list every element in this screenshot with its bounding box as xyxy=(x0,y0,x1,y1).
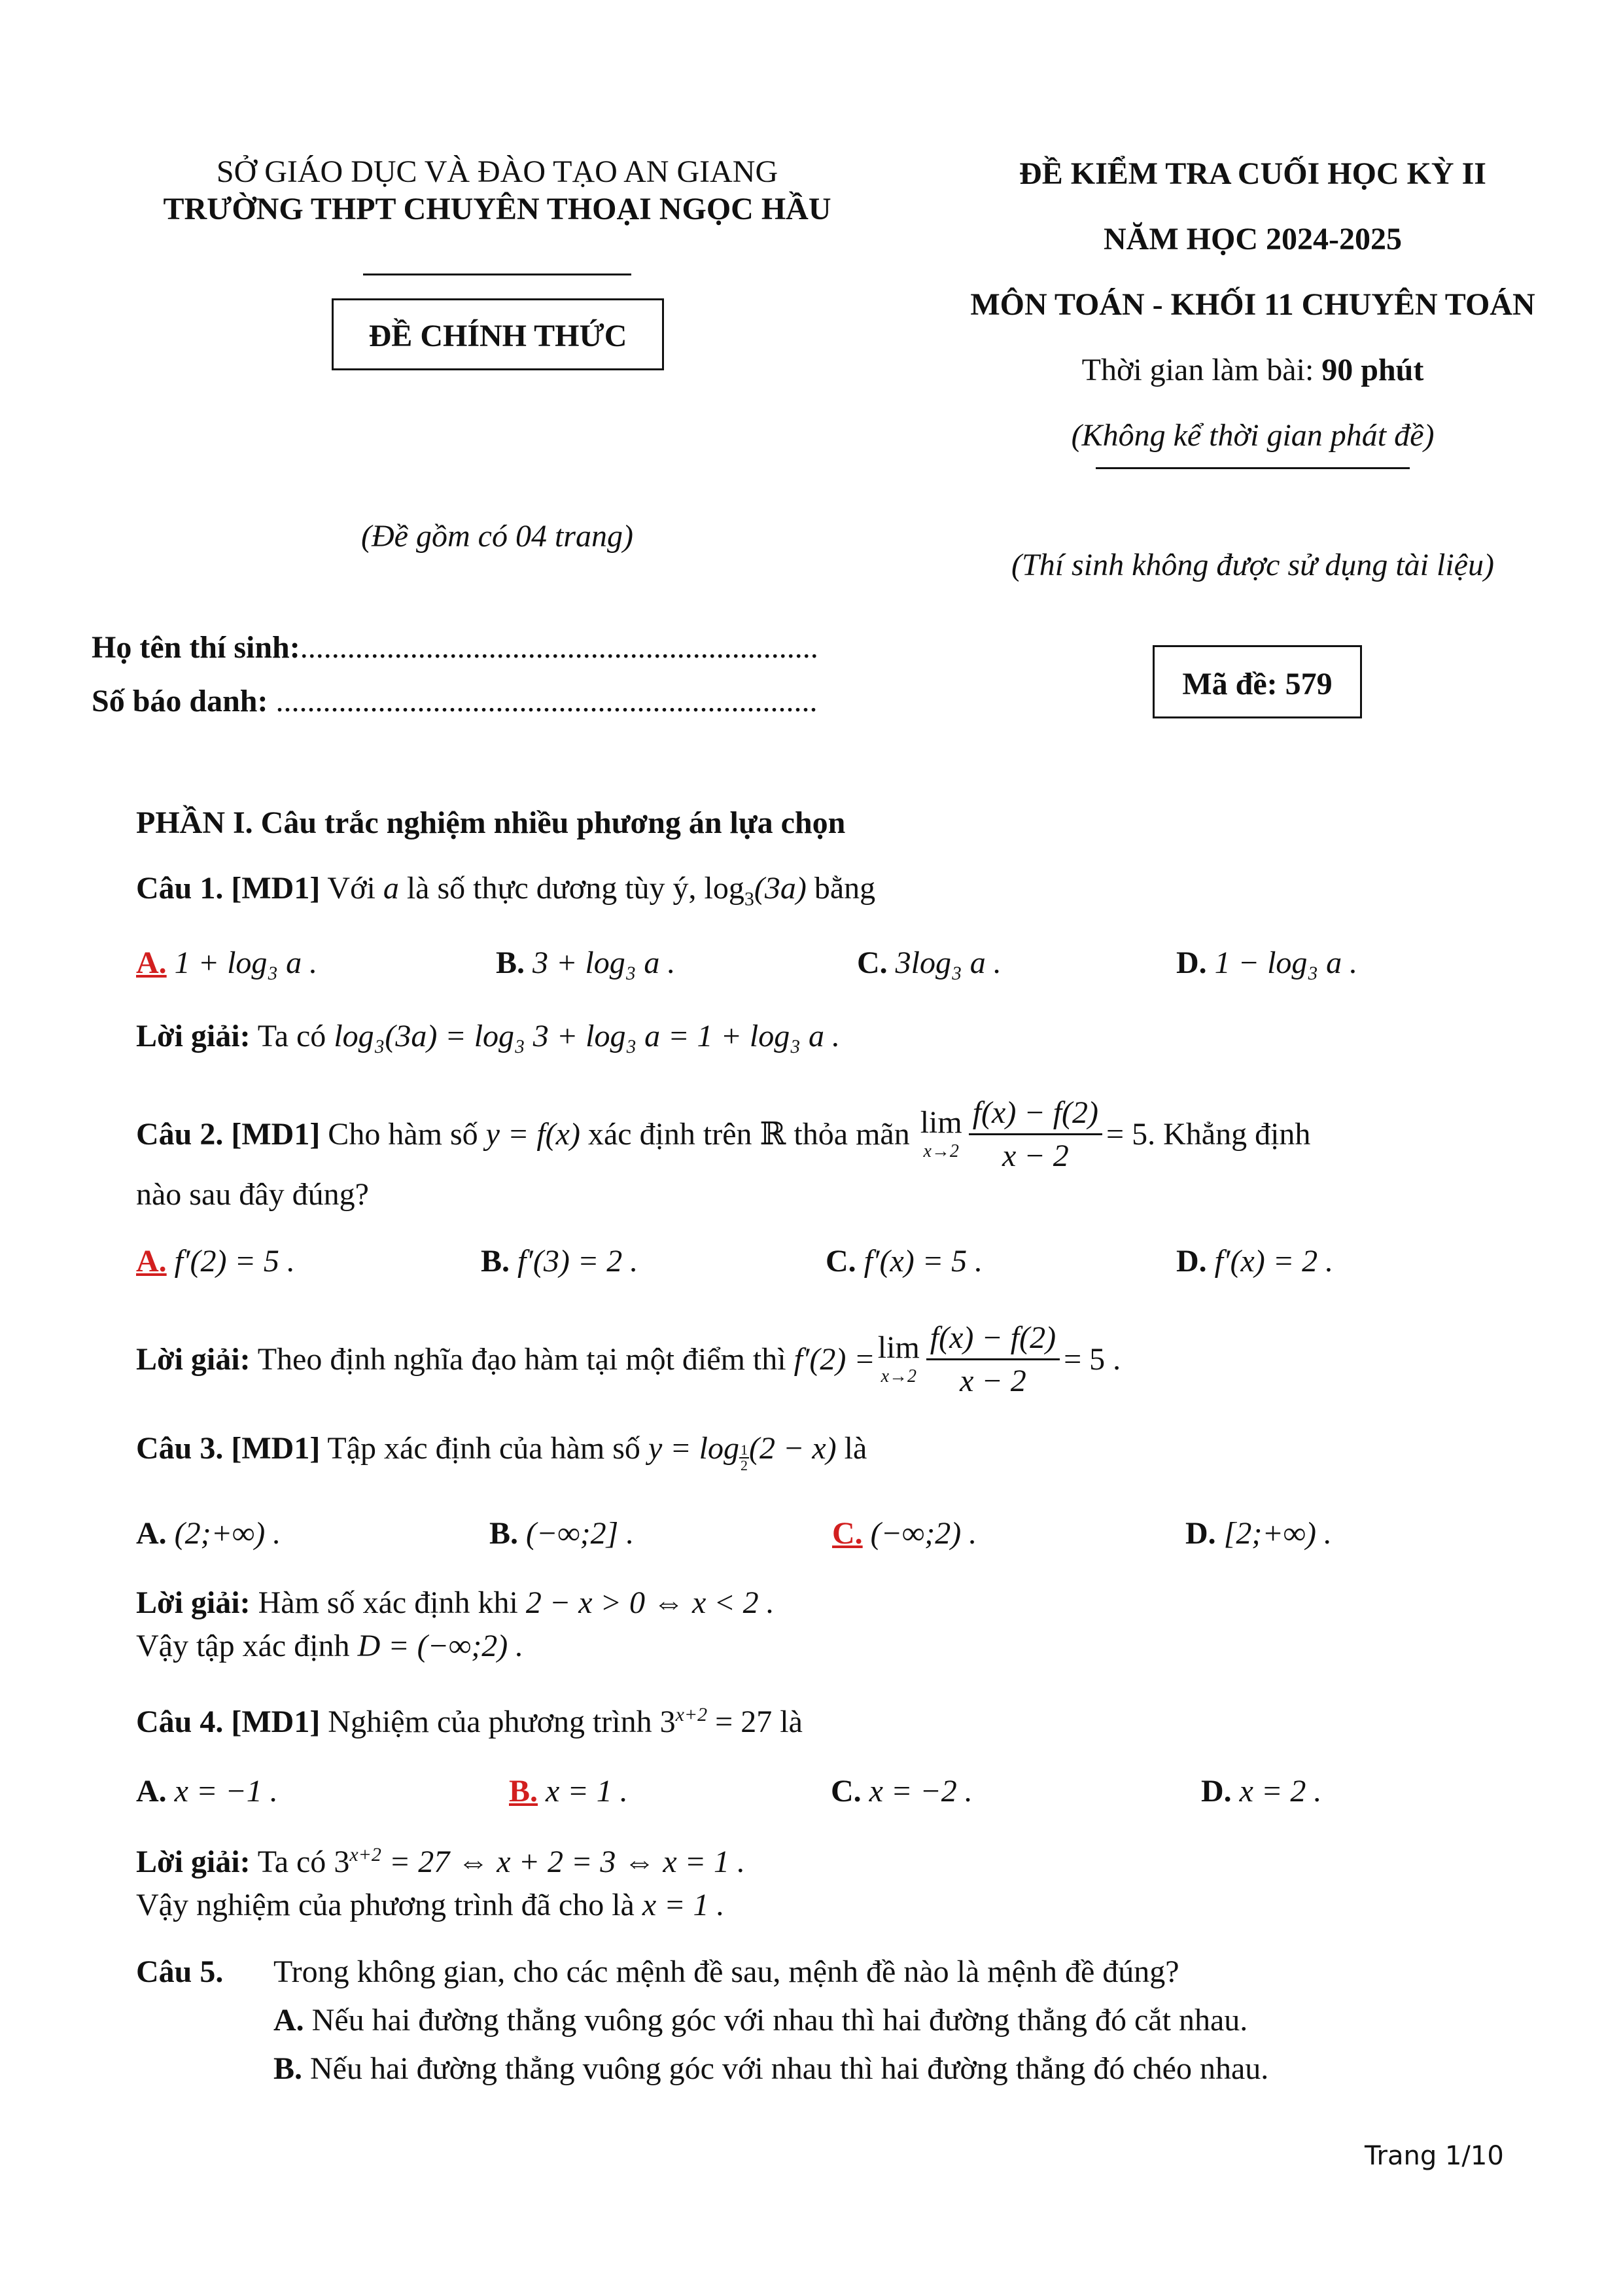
q3-option-c-val: (−∞;2) . xyxy=(870,1516,977,1551)
q4-option-c-key: C. xyxy=(831,1774,862,1809)
official-label: ĐỀ CHÍNH THỨC xyxy=(368,319,627,353)
q2-option-a-val: f′(2) = 5 . xyxy=(174,1244,295,1279)
q3-option-b[interactable] xyxy=(489,1515,634,1551)
q5-label-text: Câu 5. xyxy=(136,1954,224,1989)
q2-lim-word: lim xyxy=(920,1105,962,1140)
q4-solution-line2-text: Vậy nghiệm của phương trình đã cho là xyxy=(136,1888,642,1922)
q1-option-a-key: A. xyxy=(136,945,167,980)
q1-option-b[interactable] xyxy=(496,945,675,981)
q2-real-set: ℝ xyxy=(759,1117,786,1152)
q2-option-d-val: f′(x) = 2 . xyxy=(1214,1244,1334,1279)
exam-time-label: Thời gian làm bài: xyxy=(1081,353,1322,387)
q1-label: Câu 1. [MD1] xyxy=(136,871,321,906)
q3-solution-text: Hàm số xác định khi xyxy=(250,1585,526,1620)
q4-exp: x+2 xyxy=(675,1704,708,1725)
q4-option-d-val: x = 2 . xyxy=(1239,1774,1322,1809)
exam-code: Mã đề: 579 xyxy=(1182,667,1333,701)
material-note: (Thí sinh không được sử dụng tài liệu) xyxy=(1011,548,1494,582)
q3-text-a: Tập xác định của hàm số xyxy=(320,1431,648,1466)
q5-option-b-val: Nếu hai đường thẳng vuông góc với nhau thì hai đường thẳng đó chéo nhau. xyxy=(302,2051,1269,2086)
q4-text-a: Nghiệm của phương trình xyxy=(320,1704,660,1739)
q1-option-d[interactable] xyxy=(1176,945,1357,981)
q4-text-b: là xyxy=(772,1704,803,1739)
q2-eq: = 5 xyxy=(1106,1116,1148,1152)
q2-option-c-val: f′(x) = 5 . xyxy=(864,1244,983,1279)
q3-solution-line2-expr: D = (−∞;2) . xyxy=(357,1629,524,1663)
q3-option-c[interactable] xyxy=(832,1515,977,1551)
q3-arg: (2 − x) xyxy=(748,1431,837,1466)
q5-option-a-val: Nếu hai đường thẳng vuông góc với nhau thì hai đường thẳng đó cắt nhau. xyxy=(304,2003,1248,2038)
school-name: TRƯỜNG THPT CHUYÊN THOẠI NGỌC HẦU xyxy=(163,192,831,226)
q4-option-c-val: x = −2 . xyxy=(869,1774,973,1809)
q3-option-a-key: A. xyxy=(136,1516,167,1551)
q4-option-d-key: D. xyxy=(1201,1774,1232,1809)
q2-solution-text: Theo định nghĩa đạo hàm tại một điểm thì xyxy=(250,1341,794,1377)
q3-option-a[interactable] xyxy=(136,1515,281,1551)
q2-option-d-key: D. xyxy=(1176,1244,1207,1279)
q1-arg: (3a) xyxy=(754,871,807,906)
q5-option-a-key: A. xyxy=(273,2003,304,2038)
q2-option-c-key: C. xyxy=(826,1244,856,1279)
q1-option-c-val: 3log₃ a . xyxy=(895,945,1002,980)
q3-option-b-key: B. xyxy=(489,1516,519,1551)
student-name-label: Họ tên thí sinh: xyxy=(92,630,300,665)
q4-solution-line2 xyxy=(136,1887,725,1923)
q2-solution-fraction xyxy=(926,1320,1060,1399)
q3-option-c-key: C. xyxy=(832,1516,863,1551)
q3-option-d-val: [2;+∞) . xyxy=(1223,1516,1332,1551)
q1-option-b-val: 3 + log₃ a . xyxy=(532,945,676,980)
q1-stem xyxy=(136,870,875,911)
exam-time xyxy=(903,352,1603,388)
q2-solution-eq: = 5 . xyxy=(1064,1341,1121,1377)
q3-base-den: 2 xyxy=(740,1457,748,1474)
q1-var: a xyxy=(383,871,399,906)
q2-solution-limit xyxy=(878,1332,920,1386)
q4-solution-base: 3 xyxy=(334,1845,350,1879)
q3-text-b: là xyxy=(836,1431,867,1466)
q2-solution-lim-under: x→2 xyxy=(881,1366,916,1386)
q1-option-d-val: 1 − log₃ a . xyxy=(1214,945,1358,980)
q2-solution-lhs: f′(2) = xyxy=(794,1341,875,1377)
q2-stem xyxy=(136,1091,1310,1176)
q4-option-a-key: A. xyxy=(136,1774,167,1809)
q2-option-b[interactable] xyxy=(481,1243,638,1279)
q3-base-num: 1 xyxy=(740,1441,748,1458)
q2-solution-numerator: f(x) − f(2) xyxy=(926,1320,1060,1360)
q4-option-a-val: x = −1 . xyxy=(174,1774,278,1809)
student-name-dots: .................................................................. xyxy=(300,630,818,665)
q3-solution xyxy=(136,1585,775,1621)
q2-option-b-key: B. xyxy=(481,1244,510,1279)
q3-option-a-val: (2;+∞) . xyxy=(174,1516,281,1551)
q3-stem xyxy=(136,1430,867,1473)
q2-solution xyxy=(136,1316,1121,1402)
q4-option-c[interactable] xyxy=(831,1773,973,1809)
q2-solution-denominator: x − 2 xyxy=(960,1363,1026,1398)
q3-solution-expr: 2 − x > 0 ⇔ x < 2 . xyxy=(525,1585,775,1620)
q2-fraction xyxy=(969,1095,1102,1174)
q5-option-b-key: B. xyxy=(273,2051,303,2086)
q1-solution-label: Lời giải: xyxy=(136,1019,251,1053)
header-divider-right xyxy=(1096,467,1410,469)
q4-rhs: = 27 xyxy=(707,1704,773,1739)
q1-solution-text: Ta có xyxy=(250,1019,334,1053)
q4-option-b-val: x = 1 . xyxy=(546,1774,628,1809)
q5-option-a[interactable] xyxy=(273,2002,1248,2038)
q2-option-a-key: A. xyxy=(136,1244,167,1279)
q4-option-b[interactable] xyxy=(509,1773,628,1809)
q1-option-b-key: B. xyxy=(496,945,525,980)
q2-stem-line2: nào sau đây đúng? xyxy=(136,1177,369,1212)
q2-denominator: x − 2 xyxy=(1002,1138,1069,1173)
q4-solution xyxy=(136,1844,745,1880)
q4-base: 3 xyxy=(659,1704,676,1739)
q1-text-b: là số thực dương tùy ý, xyxy=(398,871,705,906)
q1-expr: log xyxy=(704,871,744,906)
q4-solution-text: Ta có xyxy=(250,1845,334,1879)
q3-option-d-key: D. xyxy=(1185,1516,1216,1551)
q2-text-d: . Khẳng định xyxy=(1147,1116,1311,1152)
school-department: SỞ GIÁO DỤC VÀ ĐÀO TẠO AN GIANG xyxy=(216,154,778,189)
q5-option-b[interactable] xyxy=(273,2051,1268,2087)
q2-option-c[interactable] xyxy=(826,1243,983,1279)
q3-label: Câu 3. [MD1] xyxy=(136,1431,321,1466)
q3-option-d[interactable] xyxy=(1185,1515,1332,1551)
exam-title: ĐỀ KIỂM TRA CUỐI HỌC KỲ II xyxy=(1019,156,1486,191)
q4-label: Câu 4. [MD1] xyxy=(136,1704,321,1739)
q2-limit xyxy=(920,1107,962,1161)
school-year: NĂM HỌC 2024-2025 xyxy=(1104,222,1402,256)
q1-option-d-key: D. xyxy=(1176,945,1207,980)
q4-solution-exp: x+2 xyxy=(349,1844,381,1865)
q1-option-c[interactable] xyxy=(857,945,1002,981)
q3-solution-line2-text: Vậy tập xác định xyxy=(136,1629,358,1663)
q2-option-b-val: f′(3) = 2 . xyxy=(517,1244,638,1279)
q1-text-c: bằng xyxy=(806,871,876,906)
q2-text-a: Cho hàm số xyxy=(320,1116,486,1152)
q3-expr: y = log xyxy=(648,1431,739,1466)
q2-lim-under: x→2 xyxy=(923,1141,959,1161)
q2-text-b: xác định trên xyxy=(580,1116,760,1152)
student-id-label: Số báo danh: xyxy=(92,684,276,718)
page-number: Trang 1/10 xyxy=(1365,2141,1504,2171)
q4-solution-line2-expr: x = 1 . xyxy=(642,1888,725,1922)
q2-text-c: thỏa mãn xyxy=(786,1116,918,1152)
q3-solution-label: Lời giải: xyxy=(136,1585,251,1620)
header-divider-left xyxy=(363,274,631,275)
q2-func: y = f(x) xyxy=(485,1116,580,1152)
q2-numerator: f(x) − f(2) xyxy=(969,1095,1102,1135)
q1-option-c-key: C. xyxy=(857,945,888,980)
q1-option-a-val: 1 + log₃ a . xyxy=(174,945,318,980)
q4-option-d[interactable] xyxy=(1201,1773,1321,1809)
q2-label: Câu 2. [MD1] xyxy=(136,1116,321,1152)
time-note: (Không kể thời gian phát đề) xyxy=(1071,418,1435,453)
part1-title: PHẦN I. Câu trắc nghiệm nhiều phương án lựa chọn xyxy=(136,805,846,840)
q4-stem xyxy=(136,1704,803,1740)
q5-label xyxy=(136,1954,223,1990)
q1-sub: 3 xyxy=(744,888,754,910)
pages-note: (Đề gồm có 04 trang) xyxy=(361,519,633,554)
q3-solution-line2 xyxy=(136,1628,523,1664)
q1-solution xyxy=(136,1018,840,1054)
q4-solution-rest: = 27 ⇔ x + 2 = 3 ⇔ x = 1 . xyxy=(381,1845,746,1879)
q4-option-b-key: B. xyxy=(509,1774,538,1809)
q4-solution-label: Lời giải: xyxy=(136,1845,251,1879)
q1-solution-expr: log₃(3a) = log₃ 3 + log₃ a = 1 + log₃ a . xyxy=(334,1019,840,1053)
q4-option-a[interactable] xyxy=(136,1773,278,1809)
q2-solution-lim-word: lim xyxy=(877,1330,920,1365)
q5-text: Trong không gian, cho các mệnh đề sau, mệnh đề nào là mệnh đề đúng? xyxy=(273,1954,1179,1989)
q2-solution-label: Lời giải: xyxy=(136,1341,251,1377)
subject: MÔN TOÁN - KHỐI 11 CHUYÊN TOÁN xyxy=(970,287,1535,322)
q1-text-a: Với xyxy=(320,871,383,906)
q2-option-d[interactable] xyxy=(1176,1243,1333,1279)
student-id-line xyxy=(92,683,817,719)
exam-time-value: 90 phút xyxy=(1321,353,1424,387)
q3-log-base xyxy=(739,1443,749,1473)
q2-option-a[interactable] xyxy=(136,1243,295,1279)
student-id-dots: ..................................................................... xyxy=(275,684,818,718)
student-name-line xyxy=(92,629,818,665)
q3-option-b-val: (−∞;2] . xyxy=(526,1516,635,1551)
q1-option-a[interactable] xyxy=(136,945,317,981)
